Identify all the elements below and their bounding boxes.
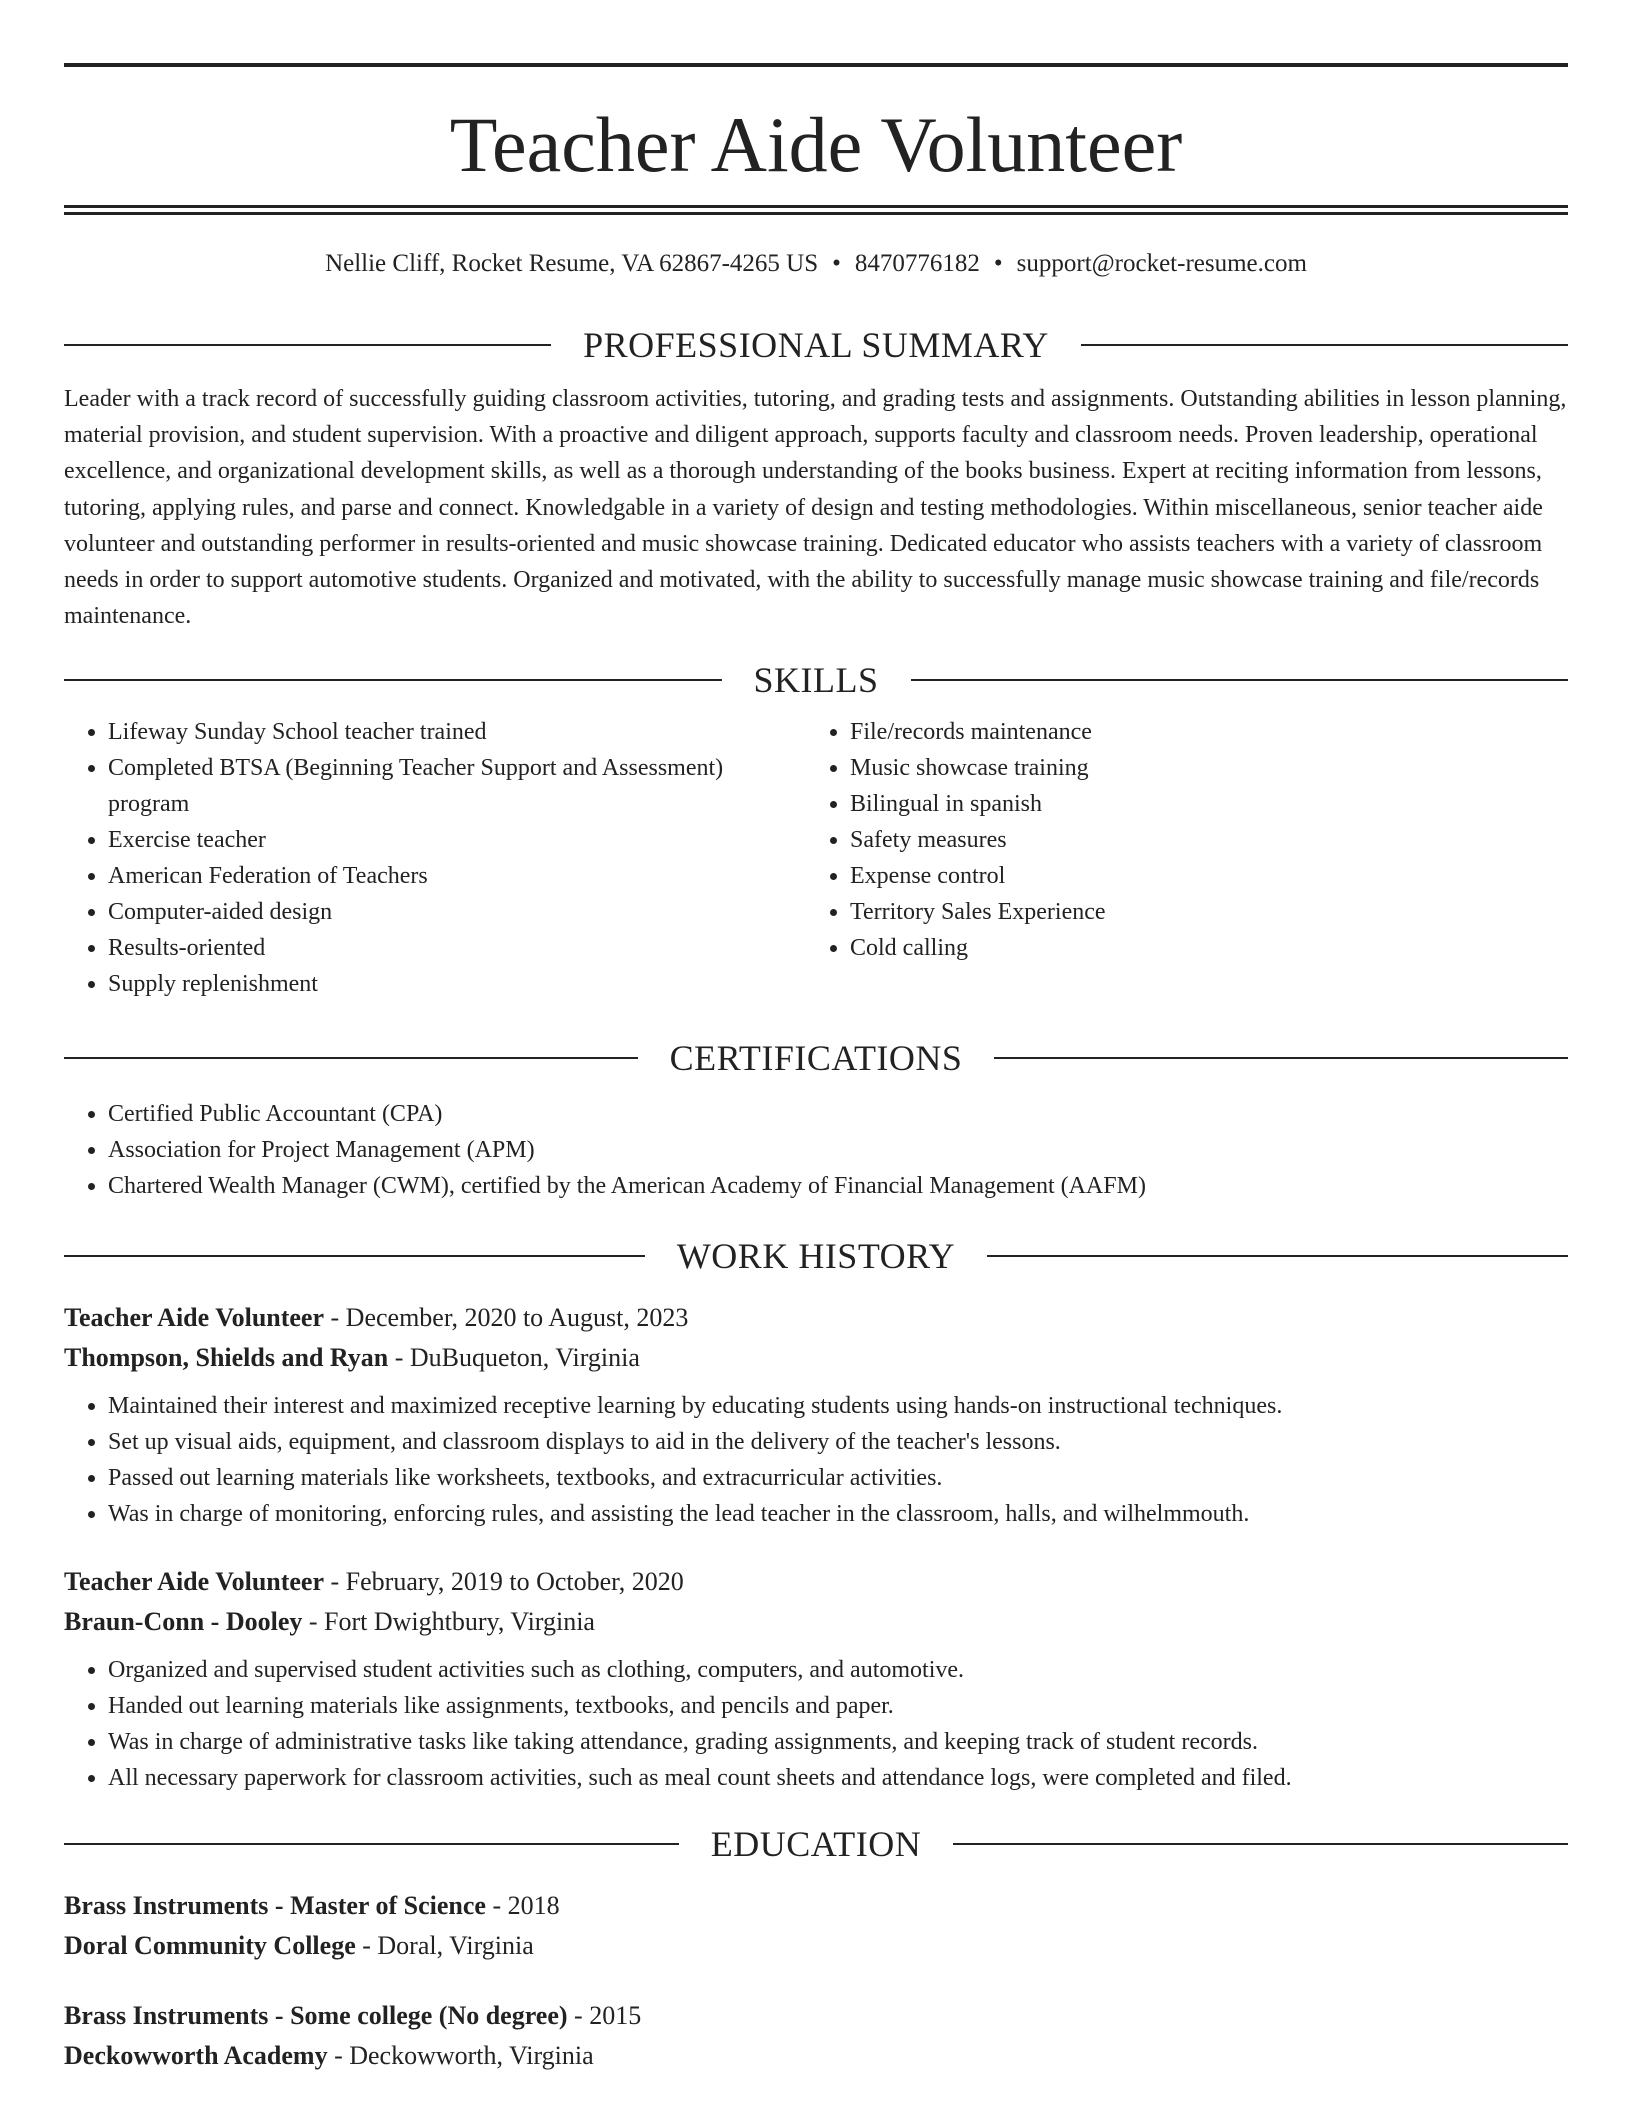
section-title: WORK HISTORY	[676, 1236, 956, 1277]
resume-title: Teacher Aide Volunteer	[449, 101, 1183, 188]
employer-line	[64, 1602, 1568, 1642]
section-title: CERTIFICATIONS	[669, 1038, 963, 1079]
skills-list	[806, 714, 1548, 966]
job-dates: - February, 2019 to October, 2020	[324, 1567, 684, 1597]
list-item: • Association for Project Management (APM)	[108, 1132, 1568, 1168]
degree-line	[64, 1996, 1568, 2036]
list-item: • Set up visual aids, equipment, and classroom displays to aid in the delivery of the teacher's lessons.	[108, 1424, 1568, 1460]
list-item: • Maintained their interest and maximized receptive learning by educating students using hands-on instructional techniques.	[108, 1388, 1568, 1424]
section-header-certifications	[64, 1036, 1568, 1080]
list-item: • Handed out learning materials like assignments, textbooks, and pencils and paper.	[108, 1688, 1568, 1724]
title-top-rule	[64, 63, 1568, 67]
degree-year: - 2018	[485, 1891, 560, 1921]
list-item: • Was in charge of administrative tasks like taking attendance, grading assignments, and keeping track of student records.	[108, 1724, 1568, 1760]
section-title: EDUCATION	[710, 1824, 922, 1865]
job-title-line	[64, 1562, 1568, 1602]
school-line	[64, 1926, 1568, 1966]
section-header-summary	[64, 323, 1568, 367]
list-item: • Territory Sales Experience	[850, 894, 1548, 930]
list-item: • All necessary paperwork for classroom activities, such as meal count sheets and attendance logs, were completed and filed.	[108, 1760, 1568, 1796]
skills-column-right	[806, 714, 1548, 1002]
list-item: • Music showcase training	[850, 750, 1548, 786]
contact-email[interactable]: support@rocket-resume.com	[1016, 250, 1307, 277]
divider	[64, 1843, 679, 1845]
list-item: • Completed BTSA (Beginning Teacher Support and Assessment) program	[108, 750, 806, 822]
contact-separator: •	[832, 250, 841, 277]
divider	[64, 1255, 645, 1257]
employer-name: Thompson, Shields and Ryan	[64, 1343, 389, 1373]
job-title-line	[64, 1298, 1568, 1338]
list-item: • Organized and supervised student activities such as clothing, computers, and automotive.	[108, 1652, 1568, 1688]
divider	[953, 1843, 1568, 1845]
list-item: • Safety measures	[850, 822, 1548, 858]
list-item: • Was in charge of monitoring, enforcing rules, and assisting the lead teacher in the classroom, halls, and wilhelmmouth.	[108, 1496, 1568, 1532]
list-item: • Supply replenishment	[108, 966, 806, 1002]
title-bottom-rule	[64, 205, 1568, 215]
school-location: - Doral, Virginia	[355, 1931, 534, 1961]
list-item: • Bilingual in spanish	[850, 786, 1548, 822]
certifications-list	[64, 1096, 1568, 1204]
divider	[911, 679, 1569, 681]
summary-text: Leader with a track record of successfully guiding classroom activities, tutoring, and grading tests and assignments. Outstanding abilities in lesson planning, material provision, and student supervision. With a proactive and diligent approach, supports faculty and classroom needs. Proven leadership, operational excellence, and organizational development skills, as well as a thorough understanding of the books business. Expert at reciting information from lessons, tutoring, applying rules, and parse and connect. Knowledgable in a variety of design and testing methodologies. Within miscellaneous, senior teacher aide volunteer and outstanding performer in results-oriented and music showcase training. Dedicated educator who assists teachers with a variety of classroom needs in order to support automotive students. Organized and motivated, with the ability to successfully manage music showcase training and file/records maintenance.	[64, 386, 1567, 630]
job-title: Teacher Aide Volunteer	[64, 1303, 325, 1333]
school-line	[64, 2036, 1568, 2076]
list-item: • Exercise teacher	[108, 822, 806, 858]
job-dates: - December, 2020 to August, 2023	[324, 1303, 689, 1333]
skills-column-left	[64, 714, 806, 1002]
degree-name: Brass Instruments - Master of Science	[64, 1891, 486, 1921]
section-title: SKILLS	[753, 660, 879, 701]
divider	[987, 1255, 1568, 1257]
contact-line	[64, 247, 1568, 281]
divider	[64, 344, 551, 346]
list-item: • Cold calling	[850, 930, 1548, 966]
work-entry	[64, 1298, 1568, 1532]
degree-name: Brass Instruments - Some college (No degree)	[64, 2001, 568, 2031]
contact-address: Nellie Cliff, Rocket Resume, VA 62867-4265 US	[325, 250, 819, 277]
education-entry	[64, 1996, 1568, 2076]
divider	[994, 1057, 1568, 1059]
degree-line	[64, 1886, 1568, 1926]
skills-list	[64, 714, 806, 1002]
school-name: Deckowworth Academy	[64, 2041, 328, 2071]
education-entry	[64, 1886, 1568, 1966]
section-header-skills	[64, 658, 1568, 702]
employer-line	[64, 1338, 1568, 1378]
section-header-work-history	[64, 1234, 1568, 1278]
section-title: PROFESSIONAL SUMMARY	[583, 325, 1049, 365]
list-item: • File/records maintenance	[850, 714, 1548, 750]
degree-year: - 2015	[567, 2001, 642, 2031]
divider	[64, 1057, 638, 1059]
employer-name: Braun-Conn - Dooley	[64, 1607, 303, 1637]
job-duties-list	[64, 1652, 1568, 1796]
school-location: - Deckowworth, Virginia	[327, 2041, 594, 2071]
resume-page	[64, 0, 1568, 2076]
employer-location: - DuBuqueton, Virginia	[388, 1343, 640, 1373]
list-item: • Certified Public Accountant (CPA)	[108, 1096, 1568, 1132]
list-item: • Passed out learning materials like worksheets, textbooks, and extracurricular activities.	[108, 1460, 1568, 1496]
list-item: • American Federation of Teachers	[108, 858, 806, 894]
contact-separator: •	[993, 250, 1003, 277]
list-item: • Expense control	[850, 858, 1548, 894]
contact-phone: 8470776182	[854, 250, 980, 277]
list-item: • Results-oriented	[108, 930, 806, 966]
list-item: • Lifeway Sunday School teacher trained	[108, 714, 806, 750]
divider	[1081, 344, 1568, 346]
school-name: Doral Community College	[64, 1931, 356, 1961]
list-item: • Chartered Wealth Manager (CWM), certified by the American Academy of Financial Management (AAFM)	[108, 1168, 1568, 1204]
employer-location: - Fort Dwightbury, Virginia	[302, 1607, 595, 1637]
work-entry	[64, 1562, 1568, 1796]
section-header-education	[64, 1822, 1568, 1866]
skills-columns	[64, 714, 1568, 1002]
divider	[64, 679, 722, 681]
job-duties-list	[64, 1388, 1568, 1532]
list-item: • Computer-aided design	[108, 894, 806, 930]
job-title: Teacher Aide Volunteer	[64, 1567, 325, 1597]
